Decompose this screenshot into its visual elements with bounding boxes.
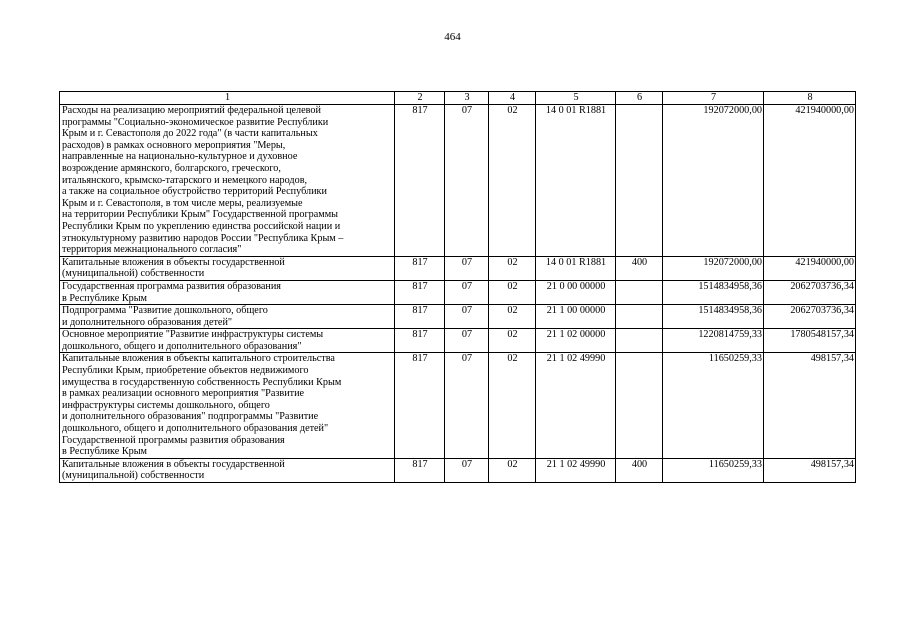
amount-year-1: 11650259,33 (663, 458, 764, 482)
subsection-code: 02 (489, 458, 536, 482)
amount-year-2: 1780548157,34 (764, 329, 856, 353)
ministry-code: 817 (395, 280, 445, 304)
amount-year-1: 192072000,00 (663, 256, 764, 280)
amount-year-2: 2062703736,34 (764, 280, 856, 304)
amount-year-1: 1514834958,36 (663, 305, 764, 329)
column-header: 8 (764, 92, 856, 105)
amount-year-1: 1514834958,36 (663, 280, 764, 304)
target-article-code: 21 0 00 00000 (536, 280, 616, 304)
column-header: 1 (60, 92, 395, 105)
table-row (60, 280, 856, 304)
subsection-code: 02 (489, 353, 536, 458)
target-article-code: 21 1 02 49990 (536, 353, 616, 458)
ministry-code: 817 (395, 458, 445, 482)
table-row (60, 256, 856, 280)
expense-type-code (616, 105, 663, 257)
target-article-code: 21 1 02 00000 (536, 329, 616, 353)
column-header: 4 (489, 92, 536, 105)
amount-year-2: 498157,34 (764, 353, 856, 458)
budget-table (59, 91, 856, 483)
target-article-code: 21 1 00 00000 (536, 305, 616, 329)
target-article-code: 14 0 01 R1881 (536, 105, 616, 257)
amount-year-2: 2062703736,34 (764, 305, 856, 329)
section-code: 07 (445, 256, 489, 280)
section-code: 07 (445, 329, 489, 353)
target-article-code: 14 0 01 R1881 (536, 256, 616, 280)
ministry-code: 817 (395, 305, 445, 329)
ministry-code: 817 (395, 256, 445, 280)
column-header: 2 (395, 92, 445, 105)
page-number: 464 (444, 31, 461, 43)
row-description: Основное мероприятие "Развитие инфраструктуры системы дошкольного, общего и дополнительного образования" (60, 329, 395, 353)
amount-year-1: 1220814759,33 (663, 329, 764, 353)
row-description: Капитальные вложения в объекты государственной (муниципальной) собственности (60, 458, 395, 482)
target-article-code: 21 1 02 49990 (536, 458, 616, 482)
subsection-code: 02 (489, 105, 536, 257)
row-description: Капитальные вложения в объекты капитального строительства Республики Крым, приобретение объектов недвижимого имущества в государственную собственность Республики Крым в рамках реализации основного мероприятия "Развитие инфраструктуры системы дошкольного, общего и дополнительного образования" подпрограммы "Развитие дошкольного, общего и дополнительного образования детей" Государственной программы развития образования в Республике Крым (60, 353, 395, 458)
amount-year-1: 11650259,33 (663, 353, 764, 458)
column-header: 7 (663, 92, 764, 105)
subsection-code: 02 (489, 256, 536, 280)
section-code: 07 (445, 353, 489, 458)
row-description: Капитальные вложения в объекты государственной (муниципальной) собственности (60, 256, 395, 280)
section-code: 07 (445, 458, 489, 482)
amount-year-2: 498157,34 (764, 458, 856, 482)
ministry-code: 817 (395, 105, 445, 257)
table-header-row (60, 92, 856, 105)
subsection-code: 02 (489, 305, 536, 329)
amount-year-1: 192072000,00 (663, 105, 764, 257)
table-row (60, 353, 856, 458)
expense-type-code: 400 (616, 256, 663, 280)
section-code: 07 (445, 305, 489, 329)
expense-type-code (616, 305, 663, 329)
subsection-code: 02 (489, 329, 536, 353)
column-header: 6 (616, 92, 663, 105)
expense-type-code (616, 280, 663, 304)
expense-type-code (616, 353, 663, 458)
section-code: 07 (445, 280, 489, 304)
table-row (60, 329, 856, 353)
amount-year-2: 421940000,00 (764, 256, 856, 280)
section-code: 07 (445, 105, 489, 257)
table-row (60, 105, 856, 257)
ministry-code: 817 (395, 353, 445, 458)
subsection-code: 02 (489, 280, 536, 304)
row-description: Расходы на реализацию мероприятий федеральной целевой программы "Социально-экономическое развитие Республики Крым и г. Севастополя до 2022 года" (в части капитальных расходов) в рамках основного мероприятия "Меры, направленные на национально-культурное и духовное возрождение армянского, болгарского, греческого, итальянского, крымско-татарского и немецкого народов, а также на социальное обустройство территорий Республики Крым и г. Севастополя, в том числе меры, реализуемые на территории Республики Крым" Государственной программы Республики Крым по укреплению единства российской нации и этнокультурному развитию народов России "Республика Крым – территория межнационального согласия" (60, 105, 395, 257)
expense-type-code (616, 329, 663, 353)
amount-year-2: 421940000,00 (764, 105, 856, 257)
row-description: Государственная программа развития образования в Республике Крым (60, 280, 395, 304)
table-row (60, 305, 856, 329)
ministry-code: 817 (395, 329, 445, 353)
column-header: 5 (536, 92, 616, 105)
table-row (60, 458, 856, 482)
row-description: Подпрограмма "Развитие дошкольного, общего и дополнительного образования детей" (60, 305, 395, 329)
expense-type-code: 400 (616, 458, 663, 482)
column-header: 3 (445, 92, 489, 105)
